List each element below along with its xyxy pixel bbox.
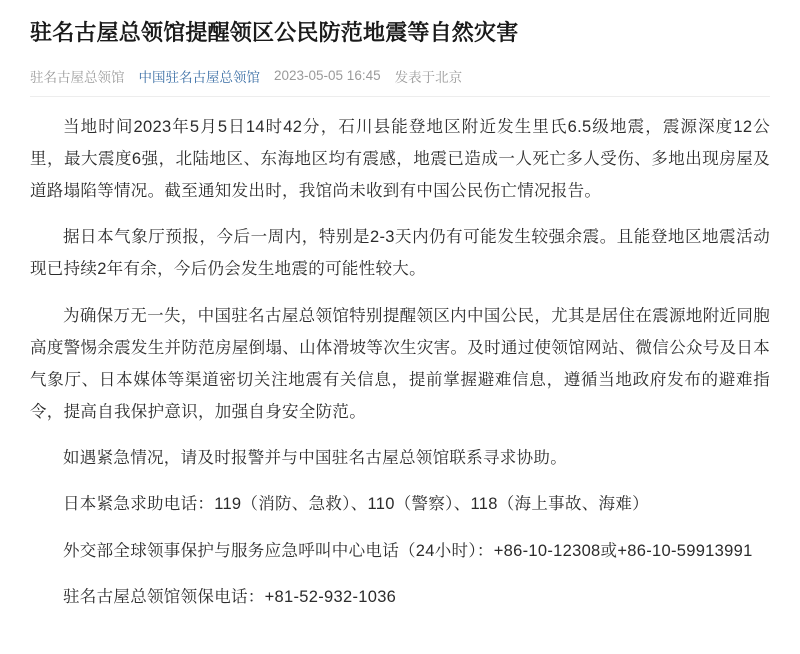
meta-account-link[interactable]: 中国驻名古屋总领馆 [138,69,260,85]
article-meta [30,66,770,86]
meta-location: 发表于北京 [394,69,463,85]
paragraph: 为确保万无一失，中国驻名古屋总领馆特别提醒领区内中国公民，尤其是居住在震源地附近同胞高度警惕余震发生并防范房屋倒塌、山体滑坡等次生灾害。及时通过使领馆网站、微信公众号及日本气象厅、日本媒体等渠道密切关注地震有关信息，提前掌握避难信息，遵循当地政府发布的避难指令，提高自我保护意识，加强自身安全防范。 [30,306,770,422]
paragraph: 如遇紧急情况，请及时报警并与中国驻名古屋总领馆联系寻求协助。 [63,449,567,468]
paragraph: 当地时间2023年5月5日14时42分，石川县能登地区附近发生里氏6.5级地震，震源深度12公里，最大震度6强，北陆地区、东海地区均有震感，地震已造成一人死亡多人受伤、多地出现房屋及道路塌陷等情况。截至通知发出时，我馆尚未收到有中国公民伤亡情况报告。 [30,117,770,201]
paragraph: 外交部全球领事保护与服务应急呼叫中心电话（24小时）：+86-10-12308或+86-10-59913991 [63,541,753,560]
page-title: 驻名古屋总领馆提醒领区公民防范地震等自然灾害 [30,20,519,45]
meta-timestamp: 2023-05-05 16:45 [274,68,381,84]
paragraph: 据日本气象厅预报，今后一周内，特别是2-3天内仍有可能发生较强余震。且能登地区地震活动现已持续2年有余，今后仍会发生地震的可能性较大。 [30,228,770,279]
paragraph: 驻名古屋总领馆领保电话：+81-52-932-1036 [63,587,397,606]
header-divider [30,96,770,97]
article-body [30,111,770,613]
meta-source: 驻名古屋总领馆 [30,69,125,85]
paragraph: 日本紧急求助电话：119（消防、急救）、110（警察）、118（海上事故、海难） [63,495,649,514]
